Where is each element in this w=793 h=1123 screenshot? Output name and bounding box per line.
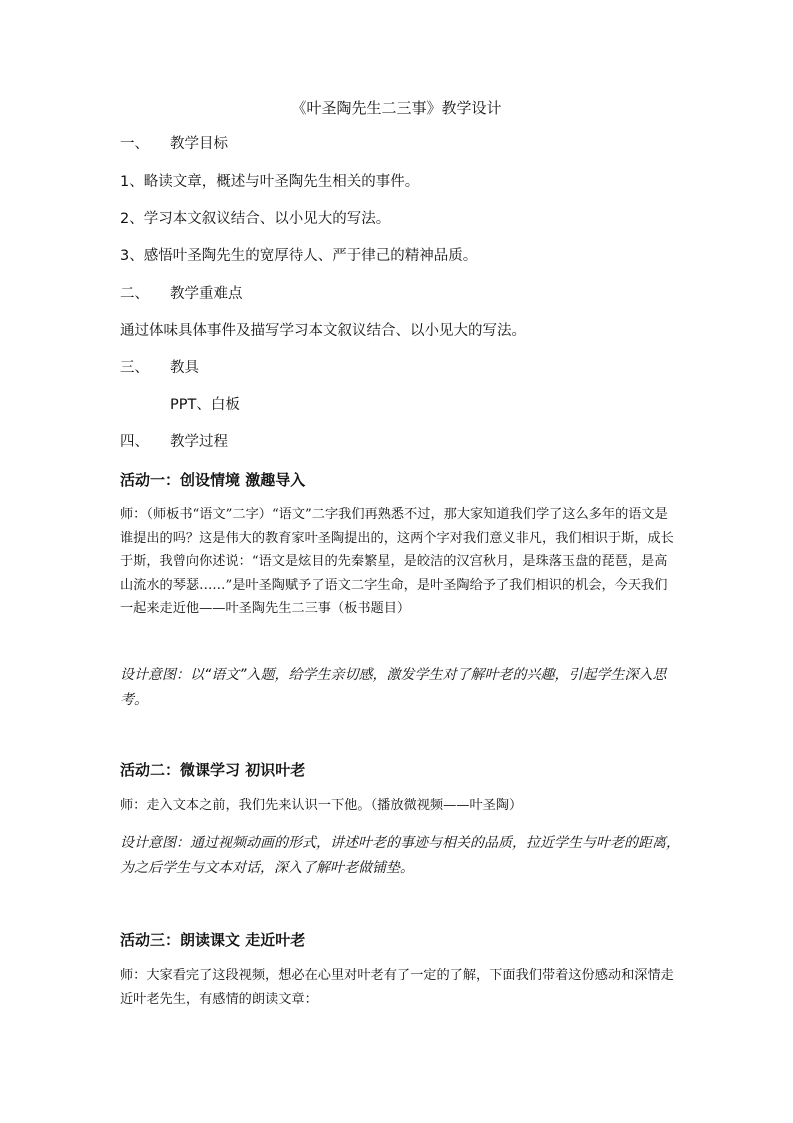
section-number: 一、 — [120, 136, 149, 152]
difficulty-text: 通过体味具体事件及描写学习本文叙议结合、以小见大的写法。 — [120, 323, 526, 339]
activity-2-design-intent: 设计意图：通过视频动画的形式，讲述叶老的事迹与相关的品质，拉近学生与叶老的距离，为之后学生与文本对话，深入了解叶老做铺垫。 — [120, 835, 680, 876]
section-label: 教学重难点 — [170, 286, 243, 302]
section-heading-difficulty — [120, 284, 243, 305]
section-number: 三、 — [120, 360, 149, 376]
section-heading-process — [120, 432, 228, 453]
activity-2-heading: 活动二：微课学习 初识叶老 — [120, 761, 306, 779]
activity-1-teacher-text: 师：（师板书“语文”二字）“语文”二字我们再熟悉不过，那大家知道我们学了这么多年的语文是谁提出的吗？这是伟大的教育家叶圣陶提出的，这两个字对我们意义非凡，我们相识于斯，成长于斯，我曾向你述说：“语文是炫目的先秦繁星，是皎洁的汉宫秋月，是珠落玉盘的琵琶，是高山流水的琴瑟……”是叶圣陶赋予了语文二字生命，是叶圣陶给予了我们相识的机会，今天我们一起来走近他——叶圣陶先生二三事（板书题目） — [120, 507, 674, 616]
activity-3-teacher-text: 师：大家看完了这段视频，想必在心里对叶老有了一定的了解，下面我们带着这份感动和深情走近叶老先生，有感情的朗读文章： — [120, 968, 674, 1007]
section-number: 二、 — [120, 286, 149, 302]
objective-item: 1、略读文章，概述与叶圣陶先生相关的事件。 — [120, 174, 420, 190]
objective-item: 2、学习本文叙议结合、以小见大的写法。 — [120, 211, 391, 227]
tools-text: PPT、白板 — [170, 397, 240, 413]
section-label: 教学过程 — [170, 434, 228, 450]
document-title: 《叶圣陶先生二三事》教学设计 — [291, 99, 502, 117]
section-label: 教学目标 — [170, 136, 228, 152]
activity-3-heading: 活动三：朗读课文 走近叶老 — [120, 931, 306, 949]
activity-1-design-intent: 设计意图：以“语文”入题，给学生亲切感，激发学生对了解叶老的兴趣，引起学生深入思考。 — [120, 667, 667, 708]
activity-1-heading: 活动一：创设情境 激趣导入 — [120, 471, 306, 489]
section-number: 四、 — [120, 434, 149, 450]
section-heading-objectives — [120, 134, 228, 155]
section-label: 教具 — [170, 360, 199, 376]
section-heading-tools — [120, 358, 199, 379]
objective-item: 3、感悟叶圣陶先生的宽厚待人、严于律己的精神品质。 — [120, 248, 478, 264]
activity-2-teacher-text: 师：走入文本之前，我们先来认识一下他。（播放微视频——叶圣陶） — [120, 798, 523, 813]
